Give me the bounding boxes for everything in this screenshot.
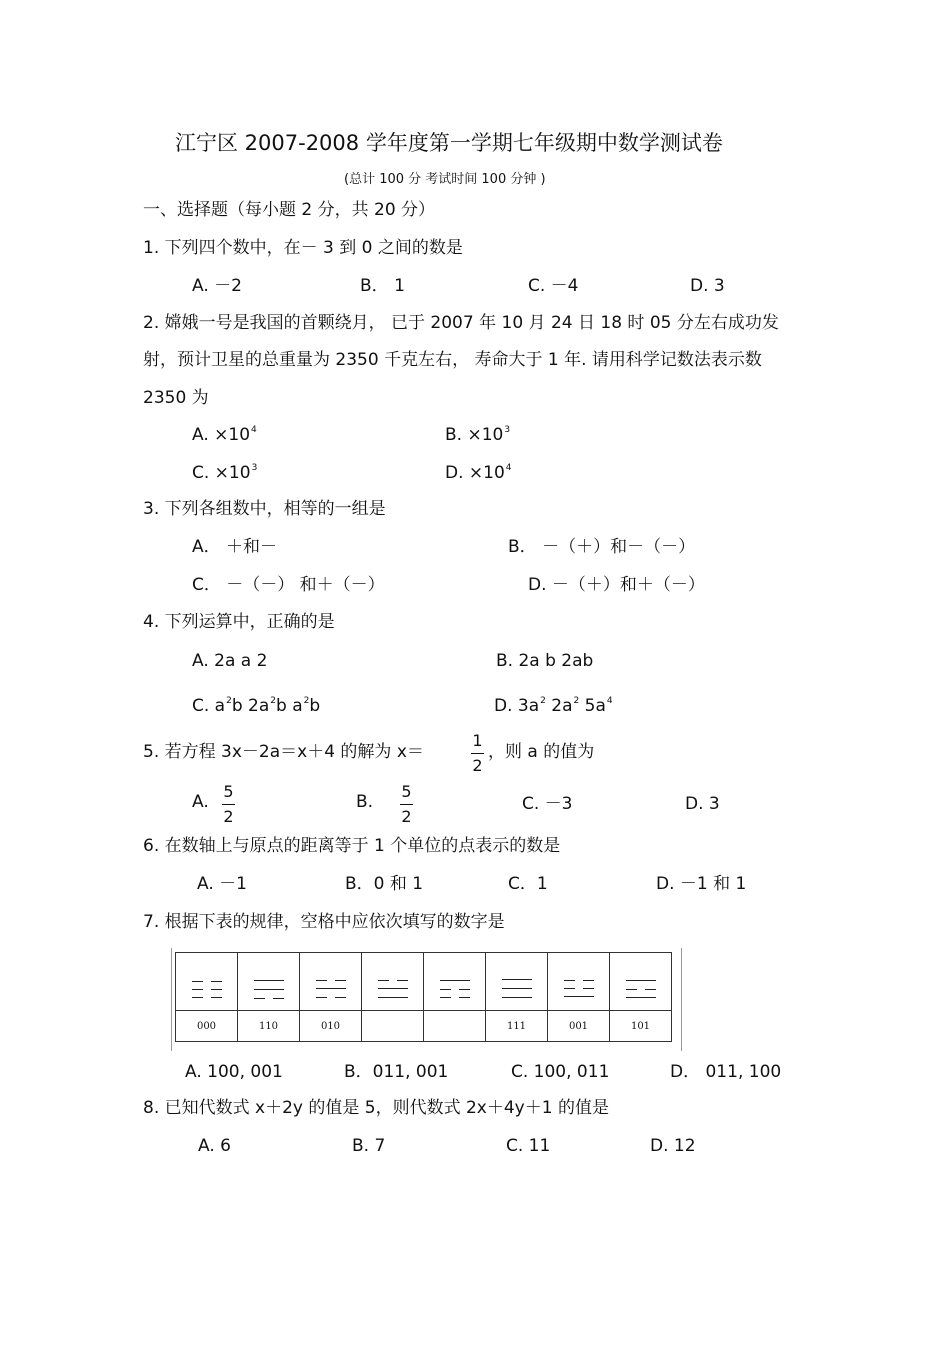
trigram-icon — [502, 979, 532, 998]
q6-option-a: A. －1 — [197, 874, 247, 894]
q1-option-d: D. 3 — [690, 276, 725, 296]
code-row — [176, 1011, 672, 1042]
q3-option-a: A． ＋和－ — [192, 537, 278, 557]
trigram-icon — [440, 980, 470, 997]
trigram-cell — [238, 953, 300, 1011]
q8-option-c: C. 11 — [506, 1136, 551, 1156]
trigram-cell — [176, 953, 238, 1011]
code-cell: 110 — [238, 1011, 300, 1042]
code-cell: 000 — [176, 1011, 238, 1042]
q4-option-c: C. $a^2b$ $2a^2b$ $a^2b$ — [192, 696, 321, 716]
trigram-cell — [610, 953, 672, 1011]
q8-option-b: B. 7 — [352, 1136, 386, 1156]
trigram-row — [176, 953, 672, 1011]
q7-option-d: D． 011, 100 — [670, 1062, 782, 1082]
code-cell: 101 — [610, 1011, 672, 1042]
q2-option-c: C. $\times 10^3$ — [192, 463, 258, 483]
trigram-icon — [316, 980, 346, 997]
q5-option-a-label: A. — [192, 792, 209, 812]
trigram-icon — [378, 980, 408, 998]
q4-option-d: D. $3a^2$ $2a^2$ $5a^4$ — [494, 696, 613, 716]
q3-option-c: C． －（－） 和＋（－） — [192, 575, 385, 595]
q4-option-b: B. 2a b 2ab — [496, 651, 594, 671]
question-2-line-2: 射，预计卫星的总重量为 2350 千克左右， 寿命大于 1 年. 请用科学记数法表示数 — [143, 350, 762, 370]
q8-option-d: D. 12 — [650, 1136, 696, 1156]
q7-option-b: B．011, 001 — [344, 1062, 449, 1082]
q5-option-b-label: B. — [356, 792, 374, 812]
question-6-stem: 6. 在数轴上与原点的距离等于 1 个单位的点表示的数是 — [143, 836, 561, 856]
q7-option-c: C. 100, 011 — [511, 1062, 610, 1082]
code-cell: 001 — [548, 1011, 610, 1042]
q6-option-d: D. －1 和 1 — [656, 874, 747, 894]
trigram-icon — [254, 980, 284, 998]
q8-option-a: A. 6 — [198, 1136, 231, 1156]
question-7-stem: 7. 根据下表的规律，空格中应依次填写的数字是 — [143, 912, 505, 932]
q7-option-a: A. 100, 001 — [185, 1062, 283, 1082]
q3-option-d: D. －（＋）和＋（－） — [528, 575, 705, 595]
exam-subtitle: (总计 100 分 考试时间 100 分钟 ) — [344, 172, 546, 187]
q1-option-c: C. －4 — [528, 276, 579, 296]
exam-title: 江宁区 2007-2008 学年度第一学期七年级期中数学测试卷 — [175, 131, 723, 155]
code-cell-blank — [362, 1011, 424, 1042]
section-heading: 一、选择题（每小题 2 分，共 20 分） — [143, 200, 436, 220]
trigram-icon — [192, 981, 222, 997]
question-8-stem: 8. 已知代数式 x＋2y 的值是 5，则代数式 2x＋4y＋1 的值是 — [143, 1098, 609, 1118]
q5-option-c: C. －3 — [522, 794, 573, 814]
q5-option-d: D. 3 — [685, 794, 720, 814]
trigram-cell — [362, 953, 424, 1011]
question-4-stem: 4. 下列运算中，正确的是 — [143, 612, 335, 632]
q6-option-b: B．0 和 1 — [345, 874, 424, 894]
q1-option-b: B． 1 — [360, 276, 405, 296]
trigram-cell — [424, 953, 486, 1011]
trigram-cell — [300, 953, 362, 1011]
question-5-stem-end: ，则 a 的值为 — [488, 742, 595, 762]
q4-option-a: A. 2a a 2 — [192, 651, 268, 671]
pattern-table — [175, 952, 672, 1042]
q3-option-b: B． －（＋）和－（－） — [508, 537, 696, 557]
trigram-cell — [548, 953, 610, 1011]
q1-option-a: A. －2 — [192, 276, 242, 296]
question-3-stem: 3. 下列各组数中，相等的一组是 — [143, 499, 386, 519]
q6-option-c: C．1 — [508, 874, 548, 894]
q5-fraction-one-half: 1 2 — [472, 731, 483, 775]
trigram-cell — [486, 953, 548, 1011]
q5-option-b-fraction: 5 2 — [401, 782, 412, 826]
question-1-stem: 1. 下列四个数中，在－ 3 到 0 之间的数是 — [143, 238, 463, 258]
question-2-line-1: 2. 嫦娥一号是我国的首颗绕月， 已于 2007 年 10 月 24 日 18 时 05 分左右成功发 — [143, 313, 779, 333]
q2-option-b: B. $\times 10^3$ — [445, 425, 511, 445]
q5-option-a-fraction: 5 2 — [223, 782, 234, 826]
trigram-icon — [626, 980, 656, 998]
code-cell: 010 — [300, 1011, 362, 1042]
question-5-stem-start: 5. 若方程 3x－2a＝x＋4 的解为 x＝ — [143, 742, 424, 762]
q2-option-d: D. $\times 10^4$ — [445, 463, 512, 483]
question-2-line-3: 2350 为 — [143, 388, 209, 408]
trigram-icon — [564, 980, 594, 997]
code-cell-blank — [424, 1011, 486, 1042]
code-cell: 111 — [486, 1011, 548, 1042]
q2-option-a: A. $\times 10^4$ — [192, 425, 257, 445]
